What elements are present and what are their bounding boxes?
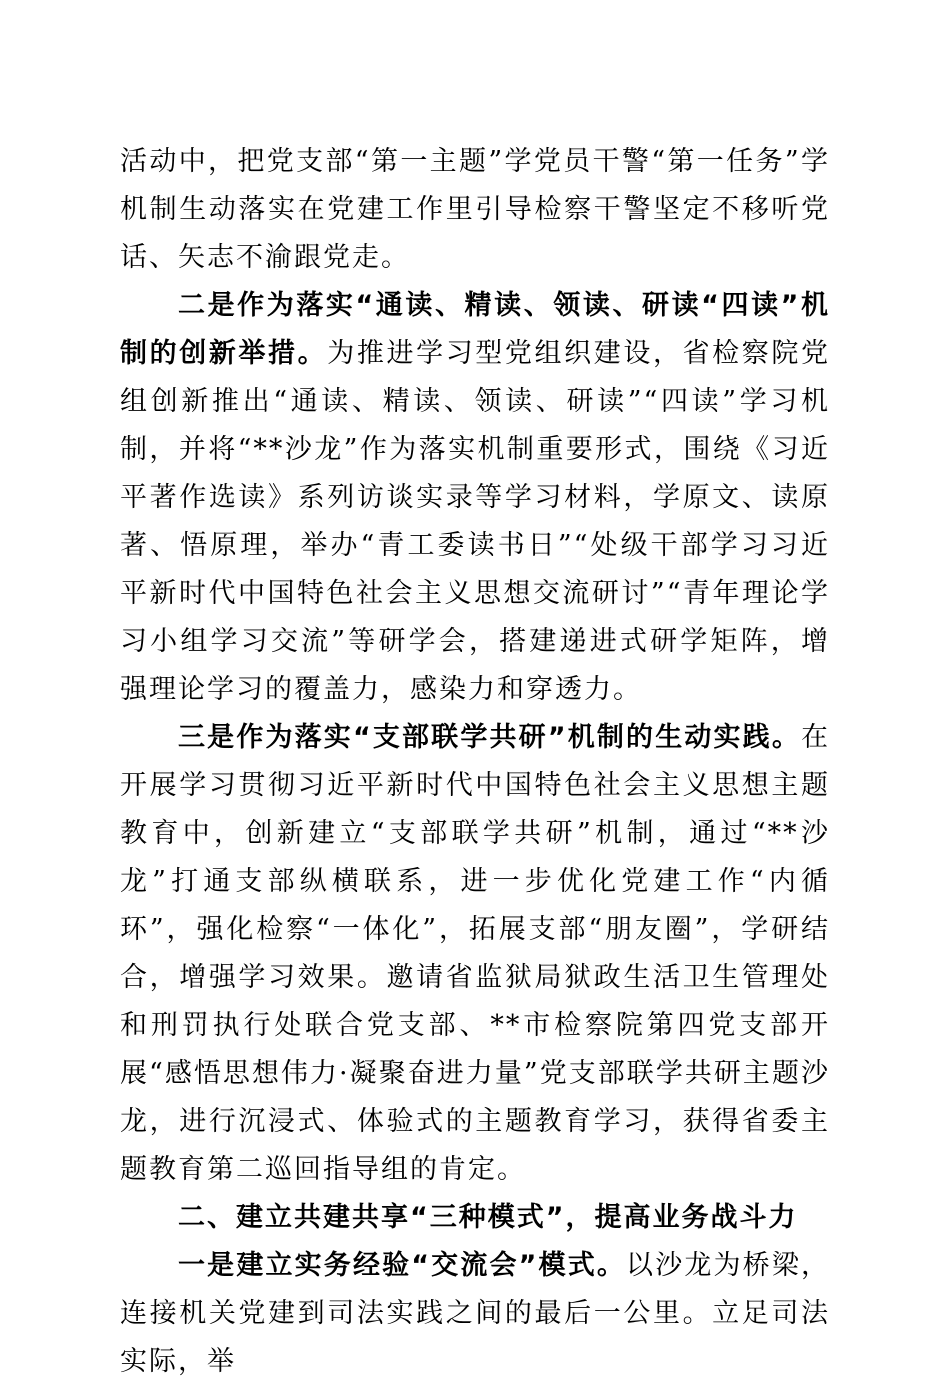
paragraph-four-readings [120, 282, 830, 714]
paragraph-branch-joint-study [120, 714, 830, 1194]
paragraph-lead: 二是作为落实“通读、精读、领读、研读“四读”机制的创新举措。 [120, 290, 830, 369]
section-heading: 二、建立共建共享“三种模式”，提高业务战斗力 [178, 1202, 798, 1233]
paragraph-lead: 三是作为落实“支部联学共研”机制的生动实践。 [178, 722, 801, 753]
paragraph-exchange-mode [120, 1242, 830, 1386]
paragraph-continuation [120, 138, 830, 282]
paragraph-text: 为推进学习型党组织建设，省检察院党组创新推出“通读、精读、领读、研读”“四读”学习机制，并将“**沙龙”作为落实机制重要形式，围绕《习近平著作选读》系列访谈实录等学习材料，学原文、读原著、悟原理，举办“青工委读书日”“处级干部学习习近平新时代中国特色社会主义思想交流研讨”“青年理论学习小组学习交流”等研学会，搭建递进式研学矩阵，增强理论学习的覆盖力，感染力和穿透力。 [120, 338, 831, 705]
document-body [120, 138, 830, 1386]
paragraph-text: 在开展学习贯彻习近平新时代中国特色社会主义思想主题教育中，创新建立“支部联学共研”机制，通过“**沙龙”打通支部纵横联系，进一步优化党建工作“内循环”，强化检察“一体化”，拓展支部“朋友圈”，学研结合，增强学习效果。邀请省监狱局狱政生活卫生管理处和刑罚执行处联合党支部、**市检察院第四党支部开展“感悟思想伟力·凝聚奋进力量”党支部联学共研主题沙龙，进行沉浸式、体验式的主题教育学习，获得省委主题教育第二巡回指导组的肯定。 [120, 722, 830, 1185]
paragraph-lead: 一是建立实务经验“交流会”模式。 [178, 1250, 627, 1281]
paragraph-text: 活动中，把党支部“第一主题”学党员干警“第一任务”学机制生动落实在党建工作里引导检察干警坚定不移听党话、矢志不渝跟党走。 [120, 146, 830, 273]
paragraph-text: 以沙龙为桥梁，连接机关党建到司法实践之间的最后一公里。立足司法实际，举 [120, 1250, 831, 1377]
